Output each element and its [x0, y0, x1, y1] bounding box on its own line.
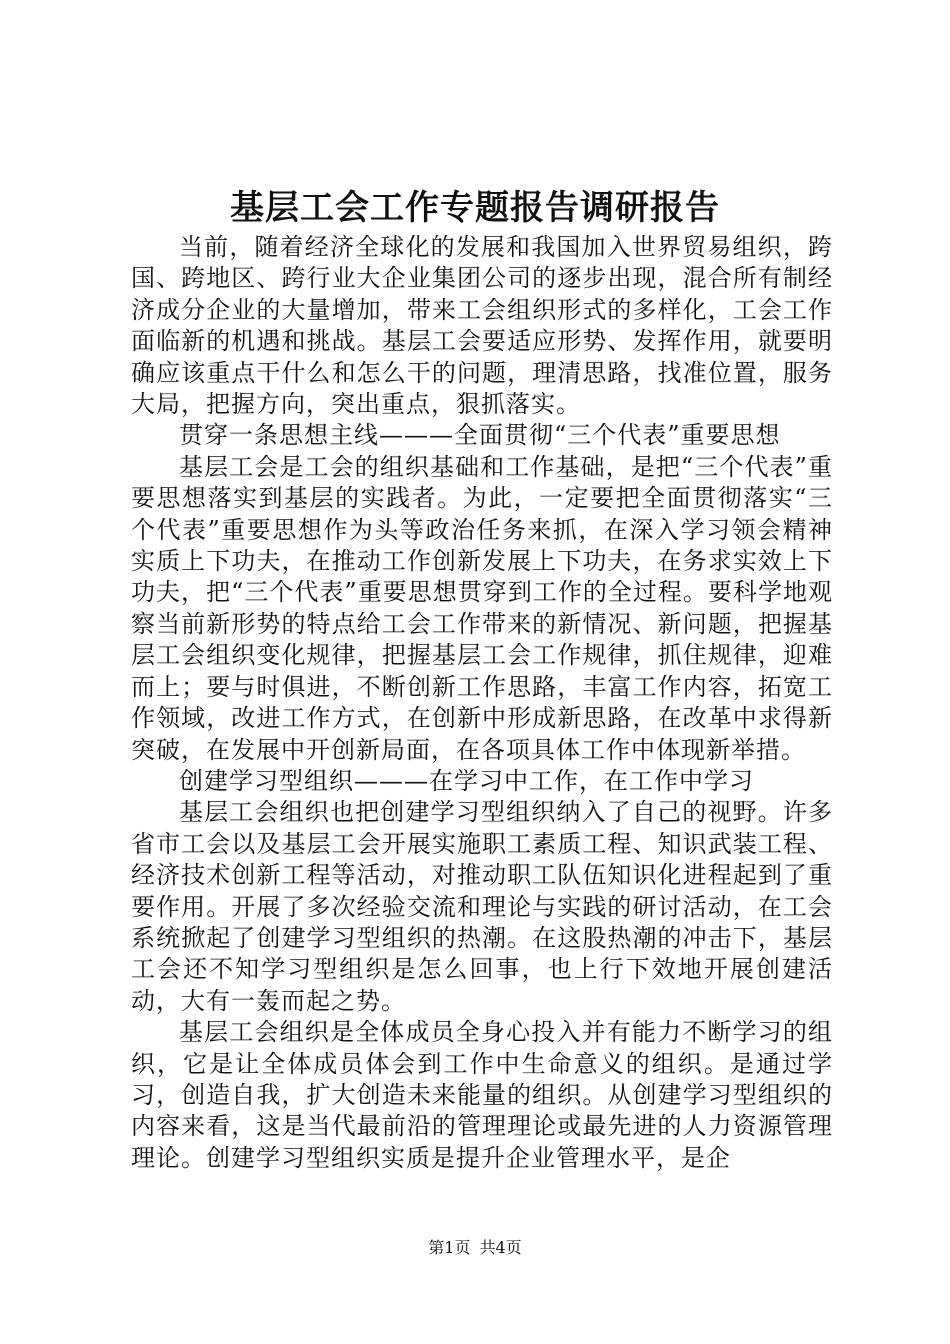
paragraph-section-2a: 基层工会组织也把创建学习型组织纳入了自己的视野。许多省市工会以及基层工会开展实施职工素质工程、知识武装工程、经济技术创新工程等活动，对推动职工队伍知识化进程起到了重要作用。开展了多次经验交流和理论与实践的研讨活动，在工会系统掀起了创建学习型组织的热潮。在这股热潮的冲击下，基层工会还不知学习型组织是怎么回事，也上行下效地开展创建活动，大有一轰而起之势。: [131, 798, 833, 1015]
section-heading-1: 贯穿一条思想主线———全面贯彻“三个代表”重要思想: [179, 421, 781, 450]
paragraph-intro: 当前，随着经济全球化的发展和我国加入世界贸易组织，跨国、跨地区、跨行业大企业集团公司的逐步出现，混合所有制经济成分企业的大量增加，带来工会组织形式的多样化，工会工作面临新的机遇和挑战。基层工会要适应形势、发挥作用，就要明确应该重点干什么和怎么干的问题，理清思路，找准位置，服务大局，把握方向，突出重点，狠抓落实。: [131, 233, 833, 419]
page-total: 共4页: [479, 1238, 522, 1257]
document-title: 基层工会工作专题报告调研报告: [230, 188, 720, 228]
paragraph-section-1: 基层工会是工会的组织基础和工作基础，是把“三个代表”重要思想落实到基层的实践者。为此，一定要把全面贯彻落实“三个代表”重要思想作为头等政治任务来抓，在深入学习领会精神实质上下功夫，在推动工作创新发展上下功夫，在务求实效上下功夫，把“三个代表”重要思想贯穿到工作的全过程。要科学地观察当前新形势的特点给工会工作带来的新情况、新问题，把握基层工会组织变化规律，把握基层工会工作规律，抓住规律，迎难而上；要与时俱进，不断创新工作思路，丰富工作内容，拓宽工作领域，改进工作方式，在创新中形成新思路，在改革中求得新突破，在发展中开创新局面，在各项具体工作中体现新举措。: [131, 452, 833, 764]
page-number: 第1页: [428, 1238, 471, 1257]
section-heading-2: 创建学习型组织———在学习中工作，在工作中学习: [179, 766, 754, 795]
document-body: [131, 232, 833, 1174]
paragraph-section-2b: 基层工会组织是全体成员全身心投入并有能力不断学习的组织，它是让全体成员体会到工作中生命意义的组织。是通过学习，创造自我，扩大创造未来能量的组织。从创建学习型组织的内容来看，这是当代最前沿的管理理论或最先进的人力资源管理理论。创建学习型组织实质是提升企业管理水平，是企: [131, 1018, 833, 1172]
page-footer: [0, 1237, 950, 1259]
